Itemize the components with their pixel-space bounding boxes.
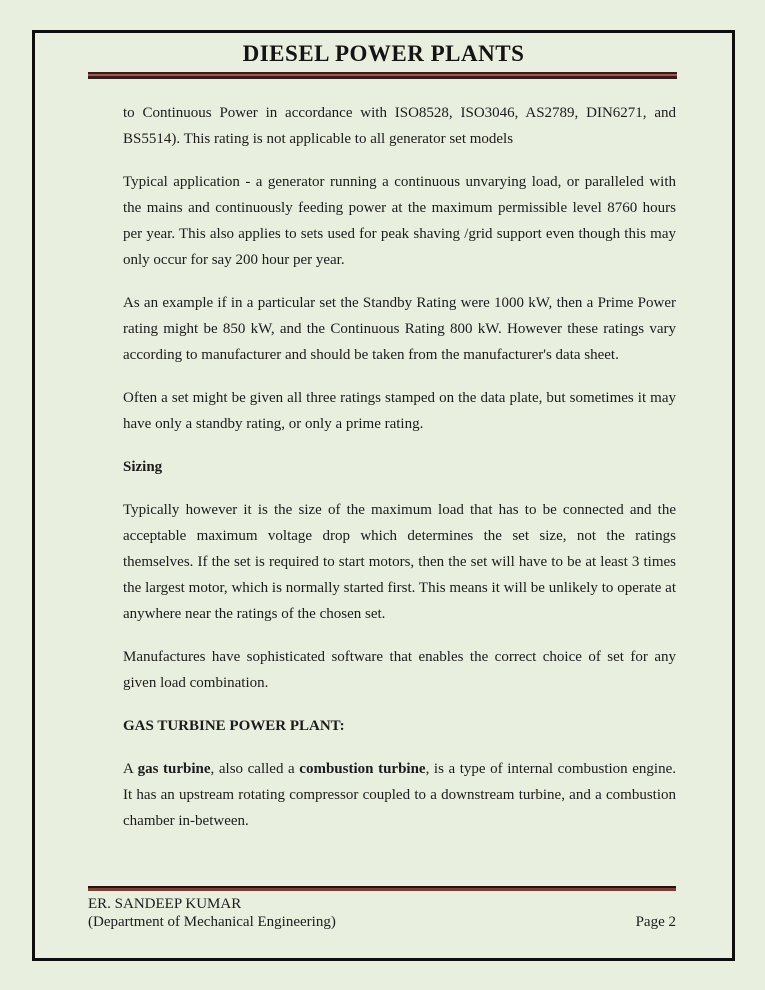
paragraph: Often a set might be given all three ratings stamped on the data plate, but sometimes it may have only a standby rating, or only a prime rating. bbox=[123, 390, 676, 432]
footer-page-number: Page 2 bbox=[635, 914, 676, 930]
footer-department: (Department of Mechanical Engineering) bbox=[88, 914, 336, 930]
section-heading: Sizing bbox=[123, 459, 163, 475]
section-heading: GAS TURBINE POWER PLANT: bbox=[123, 718, 345, 734]
paragraph: Typically however it is the size of the maximum load that has to be connected and the acceptable maximum voltage drop which determines the set size, not the ratings themselves. If the set is required to start motors, then the set will have to be at least 3 times the largest motor, which is normally started first. This means it will be unlikely to operate at anywhere near the ratings of the chosen set. bbox=[123, 502, 676, 622]
footer-divider bbox=[88, 886, 676, 891]
page-footer bbox=[88, 886, 676, 931]
document-body bbox=[123, 100, 676, 834]
footer-author-block bbox=[88, 895, 336, 931]
page-title: DIESEL POWER PLANTS bbox=[242, 41, 525, 66]
paragraph: Typical application - a generator running a continuous unvarying load, or paralleled with the mains and continuously feeding power at the maximum permissible level 8760 hours per year. This also applies to sets used for peak shaving /grid support even though this may only occur for say 200 hour per year. bbox=[123, 174, 676, 268]
footer-author: ER. SANDEEP KUMAR bbox=[88, 896, 242, 912]
title-divider bbox=[88, 72, 677, 79]
paragraph: A gas turbine, also called a combustion turbine, is a type of internal combustion engine. It has an upstream rotating compressor coupled to a downstream turbine, and a combustion chamber in-between. bbox=[123, 761, 676, 829]
paragraph: As an example if in a particular set the Standby Rating were 1000 kW, then a Prime Power rating might be 850 kW, and the Continuous Rating 800 kW. However these ratings vary according to manufacturer and should be taken from the manufacturer's data sheet. bbox=[123, 295, 676, 363]
paragraph: Manufactures have sophisticated software that enables the correct choice of set for any given load combination. bbox=[123, 649, 676, 691]
page-frame bbox=[32, 30, 735, 961]
paragraph: to Continuous Power in accordance with ISO8528, ISO3046, AS2789, DIN6271, and BS5514). This rating is not applicable to all generator set models bbox=[123, 105, 676, 147]
